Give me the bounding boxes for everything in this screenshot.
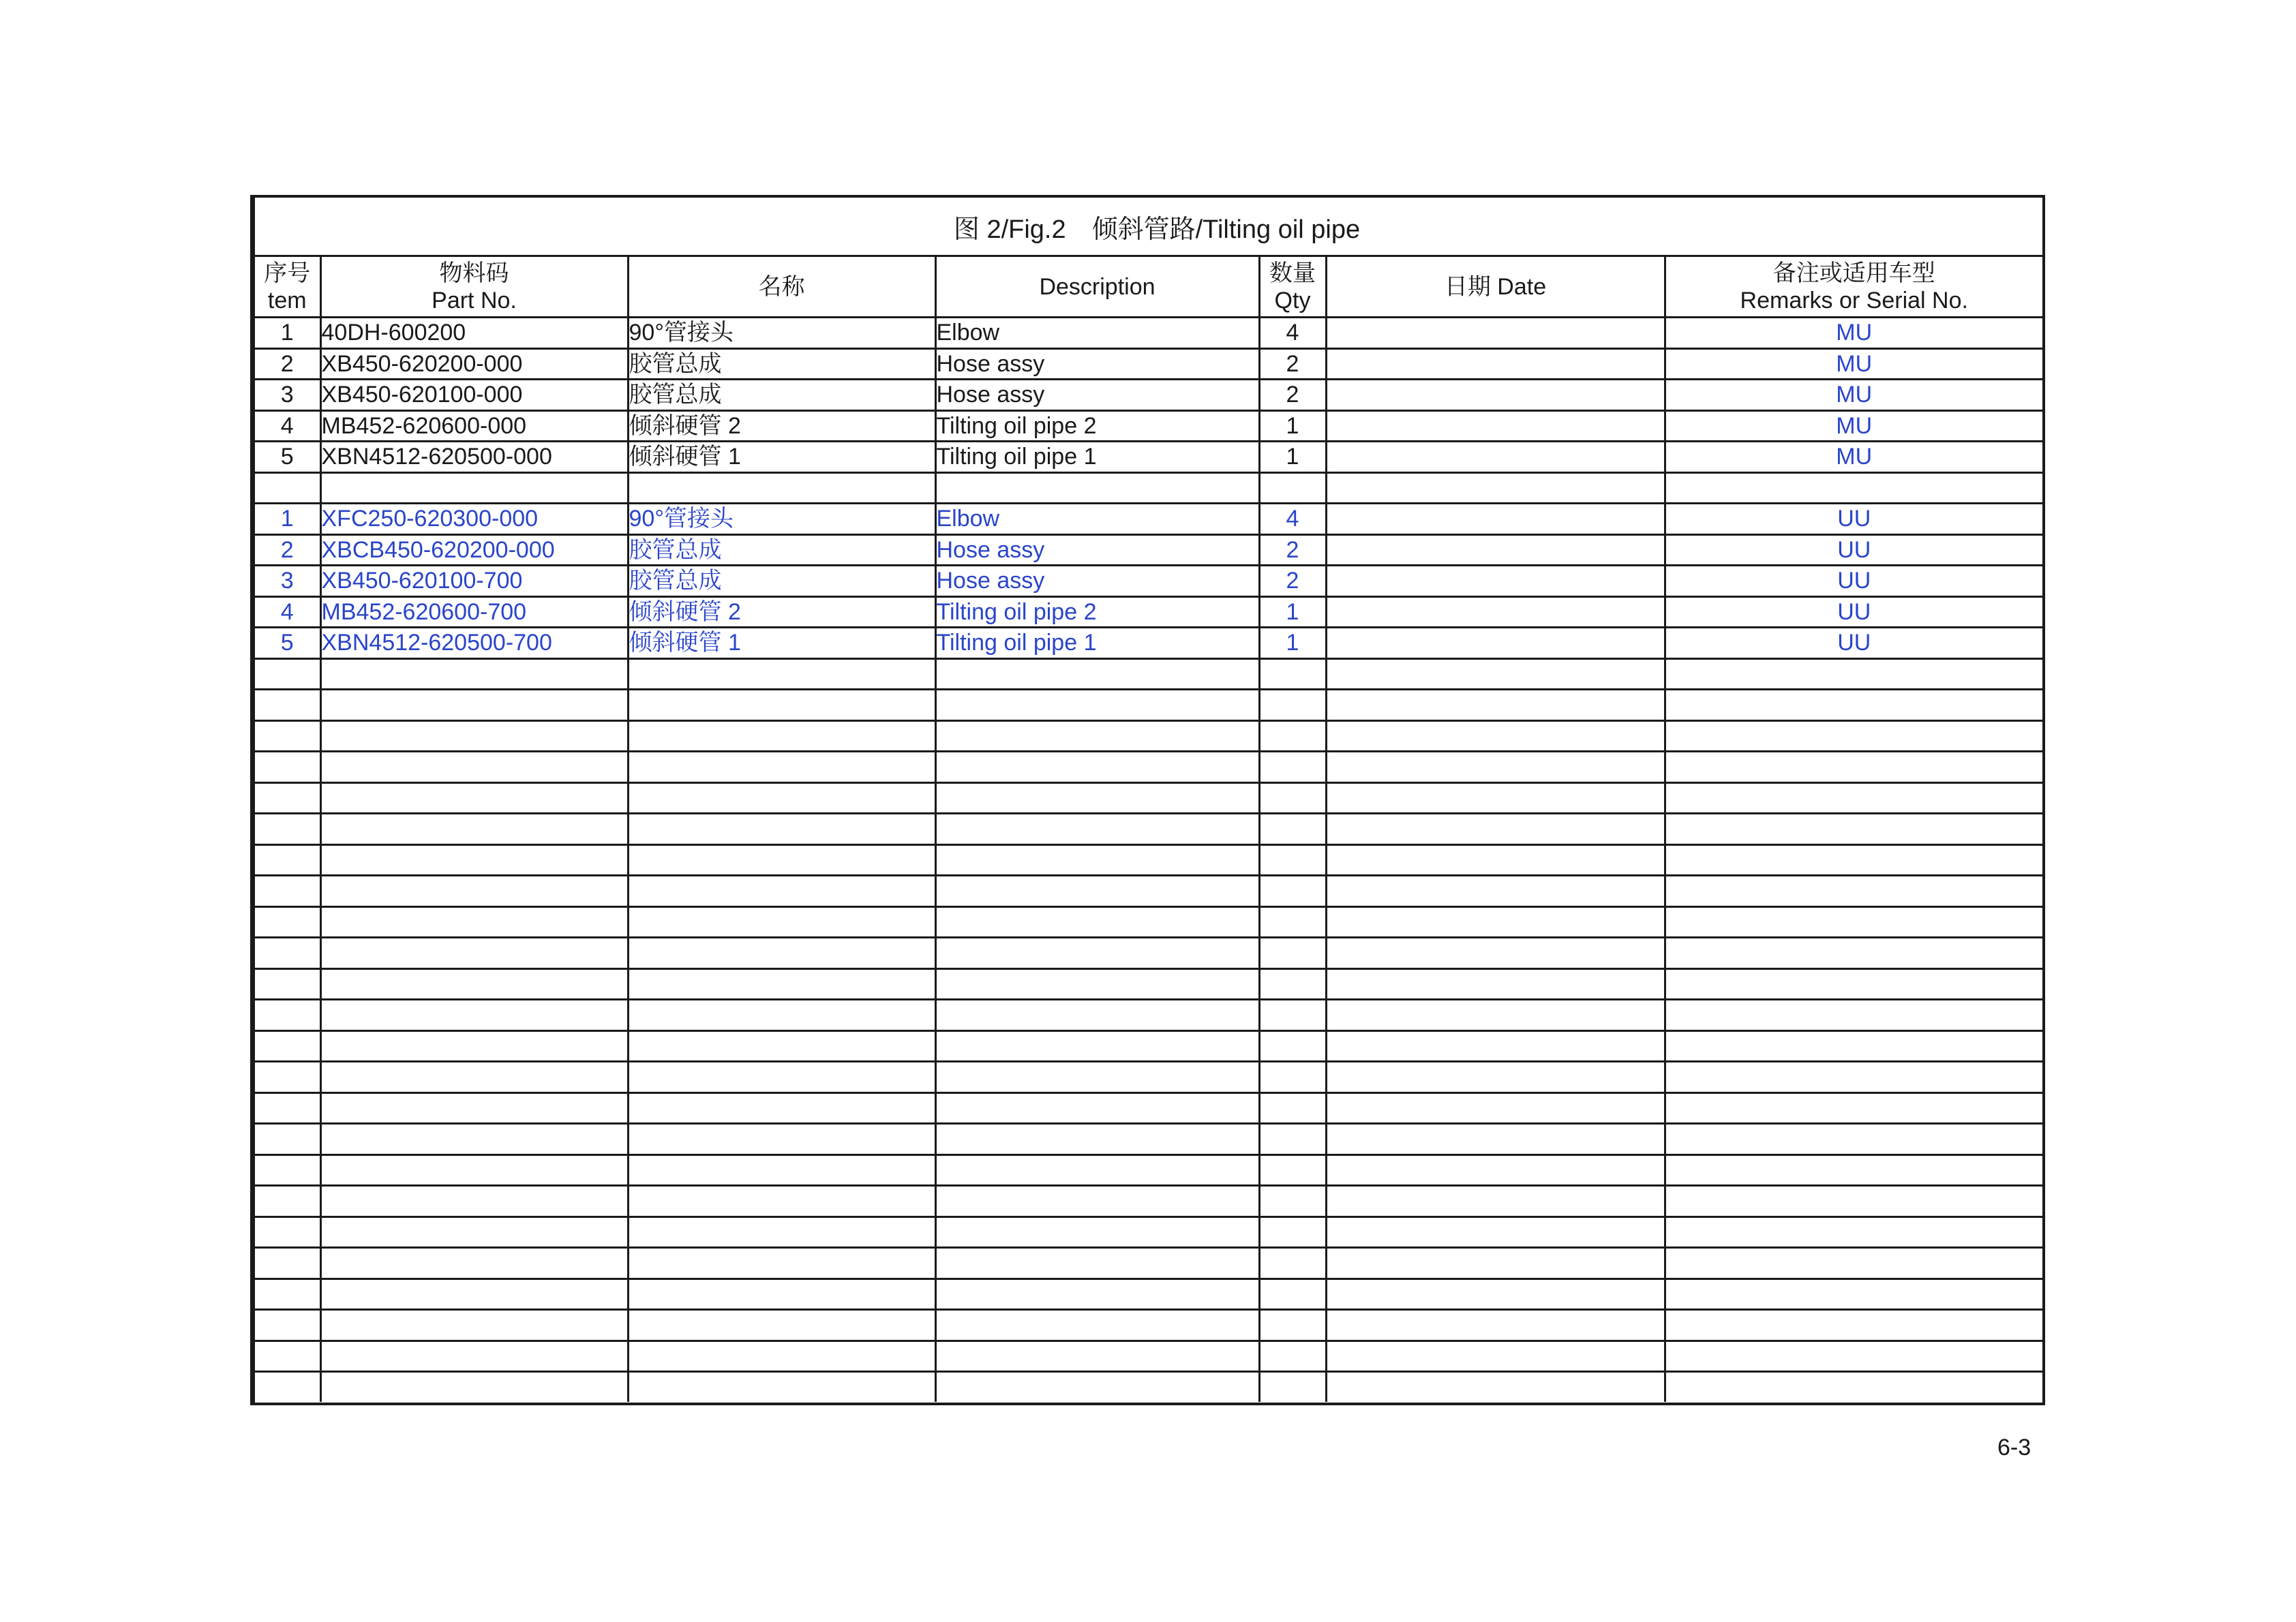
cell-remarks: UU	[1665, 566, 2042, 597]
table-row	[255, 566, 2042, 597]
cell-name	[628, 1186, 935, 1217]
cell-part-no	[320, 844, 628, 876]
cell-name	[628, 752, 935, 783]
cell-description	[935, 690, 1259, 721]
cell-description: Hose assy	[935, 534, 1259, 566]
cell-qty	[1259, 1310, 1326, 1341]
cell-remarks	[1665, 814, 2042, 845]
cell-date	[1326, 348, 1665, 380]
cell-item: 4	[255, 410, 320, 442]
cell-part-no: XFC250-620300-000	[320, 504, 628, 535]
header-remarks: 备注或适用车型 Remarks or Serial No.	[1665, 257, 2042, 318]
cell-qty: 4	[1259, 318, 1326, 349]
cell-item	[255, 938, 320, 969]
cell-qty	[1259, 1154, 1326, 1186]
cell-date	[1326, 318, 1665, 349]
cell-part-no	[320, 472, 628, 504]
cell-item: 1	[255, 318, 320, 349]
cell-item	[255, 690, 320, 721]
cell-name	[628, 844, 935, 876]
cell-item	[255, 1154, 320, 1186]
empty-table-row	[255, 814, 2042, 845]
cell-qty: 1	[1259, 410, 1326, 442]
cell-date	[1326, 1062, 1665, 1093]
figure-title: 图 2/Fig.2 倾斜管路/Tilting oil pipe	[255, 198, 2042, 257]
cell-date	[1326, 1216, 1665, 1248]
cell-item	[255, 968, 320, 1000]
cell-date	[1326, 1279, 1665, 1310]
cell-description	[935, 1092, 1259, 1124]
cell-part-no: XB450-620100-000	[320, 380, 628, 411]
cell-qty	[1259, 844, 1326, 876]
empty-table-row	[255, 876, 2042, 907]
cell-remarks	[1665, 472, 2042, 504]
cell-item	[255, 1000, 320, 1031]
cell-description: Hose assy	[935, 380, 1259, 411]
cell-part-no	[320, 1372, 628, 1402]
cell-qty	[1259, 1186, 1326, 1217]
cell-part-no	[320, 658, 628, 690]
cell-name: 倾斜硬管 1	[628, 628, 935, 659]
cell-remarks	[1665, 1092, 2042, 1124]
cell-date	[1326, 628, 1665, 659]
cell-item	[255, 752, 320, 783]
cell-remarks: MU	[1665, 380, 2042, 411]
cell-item	[255, 1310, 320, 1341]
cell-qty	[1259, 752, 1326, 783]
cell-name	[628, 472, 935, 504]
cell-item: 3	[255, 566, 320, 597]
cell-remarks: MU	[1665, 442, 2042, 473]
empty-table-row	[255, 1030, 2042, 1062]
cell-item	[255, 782, 320, 814]
empty-table-row	[255, 938, 2042, 969]
cell-part-no	[320, 690, 628, 721]
cell-remarks	[1665, 1062, 2042, 1093]
cell-qty	[1259, 1124, 1326, 1155]
cell-date	[1326, 1000, 1665, 1031]
cell-name	[628, 690, 935, 721]
cell-qty	[1259, 1092, 1326, 1124]
cell-remarks	[1665, 1372, 2042, 1402]
cell-qty	[1259, 906, 1326, 938]
cell-qty	[1259, 1000, 1326, 1031]
cell-remarks: MU	[1665, 318, 2042, 349]
cell-part-no	[320, 1310, 628, 1341]
cell-date	[1326, 782, 1665, 814]
cell-date	[1326, 1248, 1665, 1279]
cell-description	[935, 938, 1259, 969]
cell-qty	[1259, 1030, 1326, 1062]
cell-name	[628, 876, 935, 907]
table-header-row	[255, 257, 2042, 318]
table-row	[255, 318, 2042, 349]
cell-qty: 2	[1259, 534, 1326, 566]
cell-remarks	[1665, 1248, 2042, 1279]
cell-part-no	[320, 782, 628, 814]
empty-table-row	[255, 782, 2042, 814]
cell-part-no	[320, 1248, 628, 1279]
cell-name: 90°管接头	[628, 504, 935, 535]
cell-date	[1326, 1030, 1665, 1062]
cell-item	[255, 1030, 320, 1062]
cell-item	[255, 844, 320, 876]
cell-part-no	[320, 1279, 628, 1310]
cell-qty: 2	[1259, 566, 1326, 597]
cell-part-no	[320, 876, 628, 907]
cell-date	[1326, 938, 1665, 969]
cell-remarks	[1665, 906, 2042, 938]
cell-name	[628, 1216, 935, 1248]
cell-name	[628, 1310, 935, 1341]
cell-qty	[1259, 690, 1326, 721]
cell-date	[1326, 1092, 1665, 1124]
cell-part-no	[320, 1000, 628, 1031]
empty-table-row	[255, 1248, 2042, 1279]
cell-part-no	[320, 1092, 628, 1124]
cell-date	[1326, 534, 1665, 566]
header-date: 日期 Date	[1326, 257, 1665, 318]
cell-description: Tilting oil pipe 1	[935, 442, 1259, 473]
cell-qty	[1259, 876, 1326, 907]
empty-table-row	[255, 720, 2042, 752]
cell-description	[935, 752, 1259, 783]
cell-qty	[1259, 814, 1326, 845]
cell-item	[255, 1372, 320, 1402]
cell-date	[1326, 876, 1665, 907]
cell-name	[628, 1124, 935, 1155]
cell-item: 1	[255, 504, 320, 535]
cell-description	[935, 1062, 1259, 1093]
cell-name: 胶管总成	[628, 380, 935, 411]
cell-name	[628, 1030, 935, 1062]
cell-name	[628, 720, 935, 752]
cell-remarks: UU	[1665, 628, 2042, 659]
empty-table-row	[255, 1279, 2042, 1310]
cell-qty: 4	[1259, 504, 1326, 535]
header-qty: 数量 Qty	[1259, 257, 1326, 318]
cell-name	[628, 658, 935, 690]
cell-date	[1326, 752, 1665, 783]
cell-qty	[1259, 938, 1326, 969]
cell-part-no	[320, 1030, 628, 1062]
cell-qty: 1	[1259, 442, 1326, 473]
cell-remarks	[1665, 1154, 2042, 1186]
cell-name: 倾斜硬管 2	[628, 410, 935, 442]
cell-description	[935, 876, 1259, 907]
cell-date	[1326, 380, 1665, 411]
cell-qty	[1259, 1062, 1326, 1093]
cell-qty	[1259, 472, 1326, 504]
empty-table-row	[255, 1186, 2042, 1217]
cell-date	[1326, 442, 1665, 473]
cell-description	[935, 1216, 1259, 1248]
table-row	[255, 596, 2042, 628]
cell-description	[935, 1186, 1259, 1217]
cell-name	[628, 1341, 935, 1372]
cell-remarks	[1665, 1030, 2042, 1062]
cell-name: 倾斜硬管 1	[628, 442, 935, 473]
cell-date	[1326, 410, 1665, 442]
cell-part-no: XB450-620200-000	[320, 348, 628, 380]
cell-part-no	[320, 1186, 628, 1217]
cell-qty	[1259, 1372, 1326, 1402]
cell-description	[935, 1341, 1259, 1372]
cell-date	[1326, 1124, 1665, 1155]
cell-item	[255, 906, 320, 938]
cell-description	[935, 1124, 1259, 1155]
table-row	[255, 442, 2042, 473]
cell-description: Hose assy	[935, 566, 1259, 597]
cell-description	[935, 1310, 1259, 1341]
cell-name: 倾斜硬管 2	[628, 596, 935, 628]
cell-description	[935, 1000, 1259, 1031]
empty-table-row	[255, 658, 2042, 690]
cell-description: Hose assy	[935, 348, 1259, 380]
cell-part-no	[320, 906, 628, 938]
table-row	[255, 410, 2042, 442]
cell-part-no: XBN4512-620500-700	[320, 628, 628, 659]
cell-qty: 1	[1259, 628, 1326, 659]
cell-part-no	[320, 814, 628, 845]
cell-part-no: XBCB450-620200-000	[320, 534, 628, 566]
cell-qty	[1259, 968, 1326, 1000]
cell-description: Tilting oil pipe 1	[935, 628, 1259, 659]
empty-table-row	[255, 906, 2042, 938]
cell-name	[628, 1248, 935, 1279]
cell-date	[1326, 1310, 1665, 1341]
cell-part-no	[320, 938, 628, 969]
cell-item	[255, 658, 320, 690]
empty-table-row	[255, 1310, 2042, 1341]
cell-date	[1326, 690, 1665, 721]
header-description: Description	[935, 257, 1259, 318]
table-row	[255, 504, 2042, 535]
cell-description	[935, 1248, 1259, 1279]
cell-part-no	[320, 1216, 628, 1248]
table-row	[255, 628, 2042, 659]
cell-part-no: XBN4512-620500-000	[320, 442, 628, 473]
cell-name: 胶管总成	[628, 348, 935, 380]
cell-part-no: MB452-620600-000	[320, 410, 628, 442]
cell-item	[255, 814, 320, 845]
cell-name	[628, 906, 935, 938]
empty-table-row	[255, 844, 2042, 876]
cell-item	[255, 1062, 320, 1093]
header-name: 名称	[628, 257, 935, 318]
cell-part-no	[320, 720, 628, 752]
cell-date	[1326, 906, 1665, 938]
cell-remarks	[1665, 938, 2042, 969]
cell-part-no: MB452-620600-700	[320, 596, 628, 628]
cell-date	[1326, 1372, 1665, 1402]
cell-date	[1326, 472, 1665, 504]
cell-description: Elbow	[935, 318, 1259, 349]
cell-qty: 2	[1259, 348, 1326, 380]
cell-date	[1326, 968, 1665, 1000]
cell-qty	[1259, 1279, 1326, 1310]
table-row	[255, 534, 2042, 566]
cell-item	[255, 1279, 320, 1310]
cell-date	[1326, 596, 1665, 628]
cell-item: 3	[255, 380, 320, 411]
cell-qty	[1259, 658, 1326, 690]
cell-item	[255, 1248, 320, 1279]
parts-table-body	[255, 318, 2042, 1402]
cell-item	[255, 876, 320, 907]
cell-date	[1326, 1154, 1665, 1186]
parts-list-sheet	[250, 195, 2045, 1405]
cell-remarks	[1665, 1216, 2042, 1248]
cell-part-no	[320, 752, 628, 783]
cell-remarks	[1665, 720, 2042, 752]
cell-item	[255, 720, 320, 752]
empty-table-row	[255, 1154, 2042, 1186]
table-row	[255, 472, 2042, 504]
cell-item	[255, 472, 320, 504]
cell-qty: 2	[1259, 380, 1326, 411]
cell-name: 胶管总成	[628, 534, 935, 566]
cell-remarks	[1665, 968, 2042, 1000]
cell-description	[935, 720, 1259, 752]
cell-part-no: 40DH-600200	[320, 318, 628, 349]
table-row	[255, 380, 2042, 411]
empty-table-row	[255, 752, 2042, 783]
cell-date	[1326, 504, 1665, 535]
cell-remarks	[1665, 1124, 2042, 1155]
cell-description	[935, 1030, 1259, 1062]
cell-part-no	[320, 1341, 628, 1372]
cell-qty	[1259, 1216, 1326, 1248]
cell-item	[255, 1341, 320, 1372]
cell-description	[935, 1372, 1259, 1402]
cell-item	[255, 1216, 320, 1248]
cell-remarks	[1665, 1000, 2042, 1031]
page-number: 6-3	[1997, 1435, 2031, 1460]
cell-name	[628, 938, 935, 969]
empty-table-row	[255, 1372, 2042, 1402]
cell-date	[1326, 658, 1665, 690]
cell-remarks: MU	[1665, 410, 2042, 442]
cell-remarks	[1665, 1279, 2042, 1310]
cell-description	[935, 968, 1259, 1000]
cell-name	[628, 814, 935, 845]
cell-remarks	[1665, 844, 2042, 876]
empty-table-row	[255, 968, 2042, 1000]
empty-table-row	[255, 1000, 2042, 1031]
cell-item	[255, 1124, 320, 1155]
cell-name	[628, 1092, 935, 1124]
cell-part-no	[320, 1062, 628, 1093]
cell-item	[255, 1092, 320, 1124]
cell-remarks	[1665, 658, 2042, 690]
cell-description: Tilting oil pipe 2	[935, 596, 1259, 628]
cell-item: 5	[255, 628, 320, 659]
empty-table-row	[255, 1341, 2042, 1372]
cell-name	[628, 782, 935, 814]
cell-remarks	[1665, 1186, 2042, 1217]
cell-part-no: XB450-620100-700	[320, 566, 628, 597]
cell-qty	[1259, 782, 1326, 814]
cell-remarks: UU	[1665, 504, 2042, 535]
header-item: 序号 tem	[255, 257, 320, 318]
cell-item: 2	[255, 534, 320, 566]
cell-item	[255, 1186, 320, 1217]
cell-description	[935, 1154, 1259, 1186]
cell-name	[628, 968, 935, 1000]
cell-qty	[1259, 720, 1326, 752]
header-part-no: 物料码 Part No.	[320, 257, 628, 318]
parts-table	[255, 257, 2042, 1402]
cell-remarks	[1665, 1310, 2042, 1341]
cell-name	[628, 1279, 935, 1310]
cell-date	[1326, 1186, 1665, 1217]
cell-description	[935, 472, 1259, 504]
cell-date	[1326, 1341, 1665, 1372]
cell-item: 2	[255, 348, 320, 380]
cell-remarks	[1665, 752, 2042, 783]
cell-remarks: UU	[1665, 534, 2042, 566]
cell-name	[628, 1372, 935, 1402]
empty-table-row	[255, 1092, 2042, 1124]
cell-name: 90°管接头	[628, 318, 935, 349]
table-row	[255, 348, 2042, 380]
empty-table-row	[255, 1062, 2042, 1093]
cell-date	[1326, 814, 1665, 845]
cell-description	[935, 782, 1259, 814]
cell-remarks	[1665, 1341, 2042, 1372]
cell-item: 4	[255, 596, 320, 628]
cell-remarks: MU	[1665, 348, 2042, 380]
cell-remarks	[1665, 782, 2042, 814]
cell-name: 胶管总成	[628, 566, 935, 597]
cell-name	[628, 1154, 935, 1186]
cell-description	[935, 658, 1259, 690]
cell-remarks	[1665, 876, 2042, 907]
cell-part-no	[320, 1154, 628, 1186]
cell-part-no	[320, 968, 628, 1000]
cell-description	[935, 844, 1259, 876]
cell-date	[1326, 566, 1665, 597]
cell-qty	[1259, 1341, 1326, 1372]
empty-table-row	[255, 1124, 2042, 1155]
empty-table-row	[255, 1216, 2042, 1248]
cell-description: Elbow	[935, 504, 1259, 535]
cell-date	[1326, 720, 1665, 752]
cell-remarks	[1665, 690, 2042, 721]
empty-table-row	[255, 690, 2042, 721]
cell-name	[628, 1000, 935, 1031]
cell-remarks: UU	[1665, 596, 2042, 628]
cell-description	[935, 1279, 1259, 1310]
cell-name	[628, 1062, 935, 1093]
cell-qty: 1	[1259, 596, 1326, 628]
cell-part-no	[320, 1124, 628, 1155]
cell-description	[935, 906, 1259, 938]
cell-qty	[1259, 1248, 1326, 1279]
cell-description	[935, 814, 1259, 845]
cell-item: 5	[255, 442, 320, 473]
cell-description: Tilting oil pipe 2	[935, 410, 1259, 442]
cell-date	[1326, 844, 1665, 876]
